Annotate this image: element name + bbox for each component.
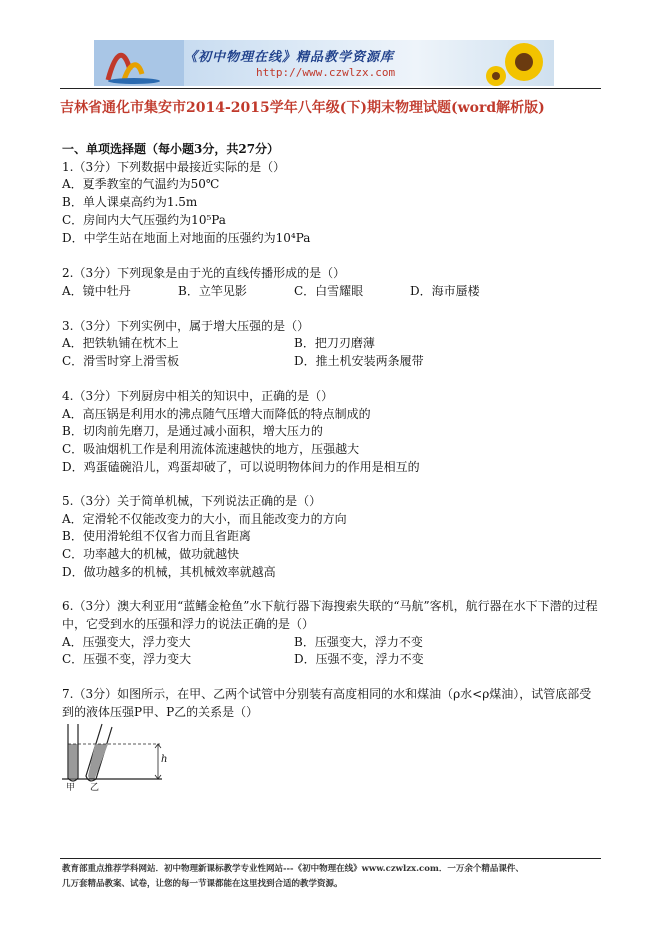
question-4-option-b: B．切肉前先磨刀，是通过减小面积，增大压力的 [62,424,323,438]
figure-label-yi: 乙 [90,783,100,793]
header-banner [94,40,554,86]
sunflower-icon [484,40,554,86]
question-1-option-b: B．单人课桌高约为1.5m [62,195,198,209]
question-4-option-d: D．鸡蛋磕碗沿儿，鸡蛋却破了，可以说明物体间力的作用是相互的 [62,460,420,474]
question-5-stem: 5.（3分）关于简单机械，下列说法正确的是（） [62,494,322,508]
site-logo-icon [94,40,184,86]
question-5-option-a: A．定滑轮不仅能改变力的大小，而且能改变力的方向 [62,512,347,526]
footer-line-2: 几万套精品教案、试卷，让您的每一节课都能在这里找到合适的教学资源。 [62,879,343,889]
question-6-option-a: A．压强变大，浮力变大 [62,635,191,649]
question-2-option-a: A．镜中牡丹 [62,284,131,298]
footer-rule [60,858,601,859]
figure-label-jia: 甲 [66,783,76,793]
question-1-stem: 1.（3分）下列数据中最接近实际的是（） [62,160,286,174]
header-rule [60,88,601,89]
test-tubes-figure [60,722,170,790]
document-title: 吉林省通化市集安市2014-2015学年八年级(下)期末物理试题(word解析版) [60,100,545,116]
question-6-stem-line-2: 中，它受到水的压强和浮力的说法正确的是（） [62,617,315,631]
question-3-option-b: B．把刀刃磨薄 [294,336,375,350]
banner-url: http://www.czwlzx.com [256,66,396,79]
question-6-option-c: C．压强不变，浮力变大 [62,652,192,666]
question-4-option-c: C．吸油烟机工作是利用流体流速越快的地方，压强越大 [62,442,360,456]
question-5-option-c: C．功率越大的机械，做功就越快 [62,547,240,561]
question-1-option-a: A．夏季教室的气温约为50℃ [62,177,220,191]
question-3-option-c: C．滑雪时穿上滑雪板 [62,354,180,368]
question-6-option-d: D．压强不变，浮力不变 [294,652,424,666]
question-2-option-d: D．海市蜃楼 [410,284,480,298]
figure-label-h: h [161,754,168,765]
question-6-option-b: B．压强变大，浮力不变 [294,635,423,649]
banner-title: 《初中物理在线》精品教学资源库 [184,50,395,65]
question-2-option-b: B．立竿见影 [178,284,247,298]
footer-line-1: 教育部重点推荐学科网站．初中物理新课标教学专业性网站---《初中物理在线》www.czwlzx.com．一万余个精品课件、 [62,864,524,874]
question-1-option-c: C．房间内大气压强约为10⁵Pa [62,213,226,227]
question-3-stem: 3.（3分）下列实例中，属于增大压强的是（） [62,319,310,333]
question-1-option-d: D．中学生站在地面上对地面的压强约为10⁴Pa [62,231,311,245]
question-6-stem-line-1: 6.（3分）澳大利亚用“蓝鳍金枪鱼”水下航行器下海搜索失联的“马航”客机，航行器在水下下潜的过程 [62,599,598,613]
question-5-option-b: B．使用滑轮组不仅省力而且省距离 [62,529,251,543]
question-2-option-c: C．白雪耀眼 [294,284,364,298]
section-heading: 一、单项选择题（每小题3分，共27分） [62,142,280,156]
question-5-option-d: D．做功越多的机械，其机械效率就越高 [62,565,276,579]
question-7-stem-line-2: 到的液体压强P甲、P乙的关系是（） [62,705,259,719]
question-3-option-a: A．把铁轨铺在枕木上 [62,336,179,350]
question-4-option-a: A．高压锅是利用水的沸点随气压增大而降低的特点制成的 [62,407,371,421]
question-7-stem-line-1: 7.（3分）如图所示，在甲、乙两个试管中分别装有高度相同的水和煤油（ρ水<ρ煤油），试管底部受 [62,687,592,701]
question-3-option-d: D．推土机安装两条履带 [294,354,424,368]
question-4-stem: 4.（3分）下列厨房中相关的知识中，正确的是（） [62,389,334,403]
question-2-stem: 2.（3分）下列现象是由于光的直线传播形成的是（） [62,266,346,280]
question-7-figure [60,722,170,793]
